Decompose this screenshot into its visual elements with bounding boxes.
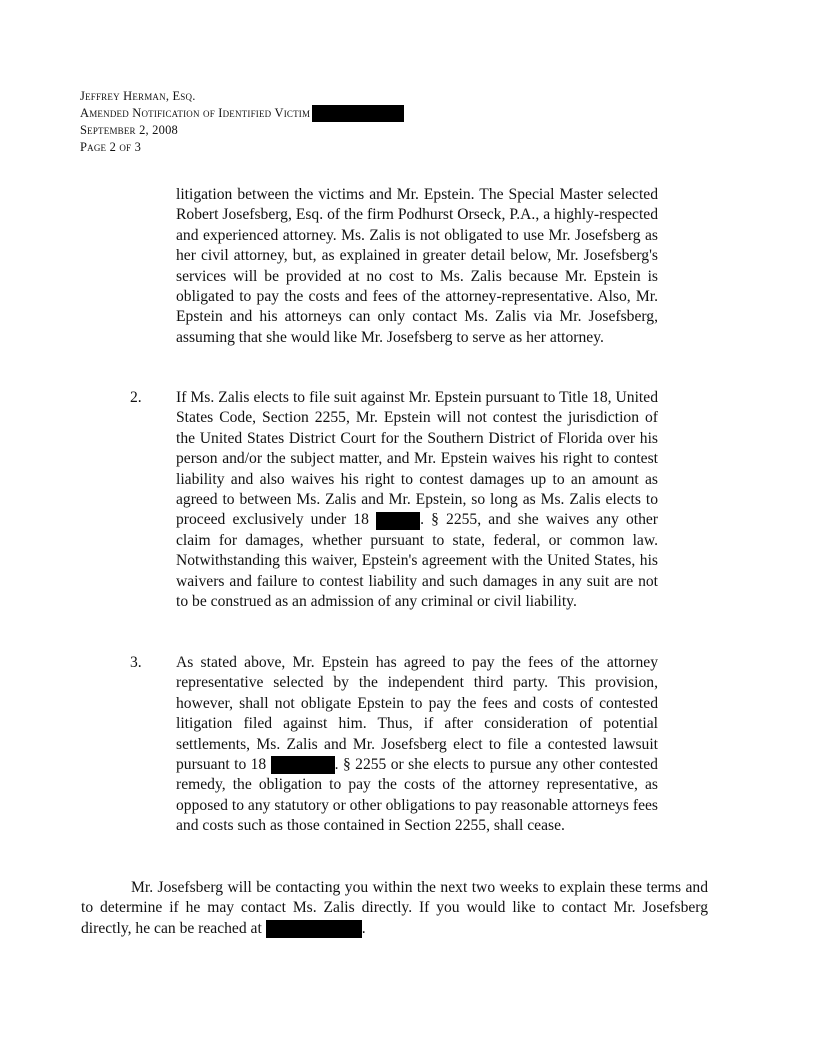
closing-paragraph — [81, 878, 708, 939]
item-3-paragraph — [176, 653, 658, 837]
closing-text-part1: Mr. Josefsberg will be contacting you within the next two weeks to explain these terms and to determine if he may contact Ms. Zalis directly. If you would like to contact Mr. Josefsberg directly, he can be reached at — [81, 879, 708, 937]
continuation-text: litigation between the victims and Mr. Epstein. The Special Master selected Robert Josefsberg, Esq. of the firm Podhurst Orseck, P.A., a highly-respected and experienced attorney. Ms. Zalis is not obligated to use Mr. Josefsberg as her civil attorney, but, as explained in greater detail below, Mr. Josefsberg's services will be provided at no cost to Ms. Zalis because Mr. Epstein is obligated to pay the costs and fees of the attorney-representative. Also, Mr. Epstein and his attorneys can only contact Ms. Zalis via Mr. Josefsberg, assuming that she would like Mr. Josefsberg to serve as her attorney. — [176, 186, 658, 346]
redaction-bar — [376, 512, 420, 530]
continuation-paragraph — [176, 185, 658, 348]
item-3-text-part2: . § 2255 or she elects to pursue any other contested remedy, the obligation to pay the costs of the attorney representative, as opposed to any statutory or other obligations to pay reasonable attorneys fees and costs such as those contained in Section 2255, shall cease. — [176, 756, 658, 835]
item-2-number: 2. — [130, 389, 142, 406]
header-date: September 2, 2008 — [80, 123, 178, 138]
item-2-text — [176, 388, 658, 612]
header-recipient: Jeffrey Herman, Esq. — [80, 89, 196, 103]
closing-text — [81, 878, 708, 939]
header-subject-text: Amended Notification of Identified Victim — [80, 105, 311, 120]
closing-text-part2: . — [361, 919, 366, 937]
header-subject — [80, 105, 404, 123]
redaction-bar — [312, 105, 404, 122]
item-3-text-part1: As stated above, Mr. Epstein has agreed to pay the fees of the attorney representative selected by the independent third party. This provision, however, shall not obligate Epstein to pay the fees and costs of contested litigation filed against him. Thus, if after consideration of potential settlements, Ms. Zalis and Mr. Josefsberg elect to file a contested lawsuit pursuant to 18 — [176, 654, 658, 774]
header-page-number: Page 2 of 3 — [80, 139, 142, 154]
item-2-text-part1: If Ms. Zalis elects to file suit against Mr. Epstein pursuant to Title 18, United States Code, Section 2255, Mr. Epstein will not contest the jurisdiction of the United States District Court for the Southern District of Florida over his person and/or the subject matter, and Mr. Epstein waives his right to contest liability and also waives his right to contest damages up to an amount as agreed to between Ms. Zalis and Mr. Epstein, so long as Ms. Zalis elects to proceed exclusively under 18 — [176, 389, 658, 529]
item-2-text-part2: . § 2255, and she waives any other claim for damages, whether pursuant to state, federal, or common law. Notwithstanding this waiver, Epstein's agreement with the United States, his waivers and failure to contest liability and such damages in any suit are not to be construed as an admission of any criminal or civil liability. — [176, 511, 659, 611]
redaction-bar — [271, 756, 335, 774]
item-3-text — [176, 653, 658, 837]
item-3-number: 3. — [130, 654, 142, 671]
letter-header — [80, 88, 404, 155]
redaction-bar — [266, 920, 362, 938]
item-2-paragraph — [176, 388, 658, 612]
